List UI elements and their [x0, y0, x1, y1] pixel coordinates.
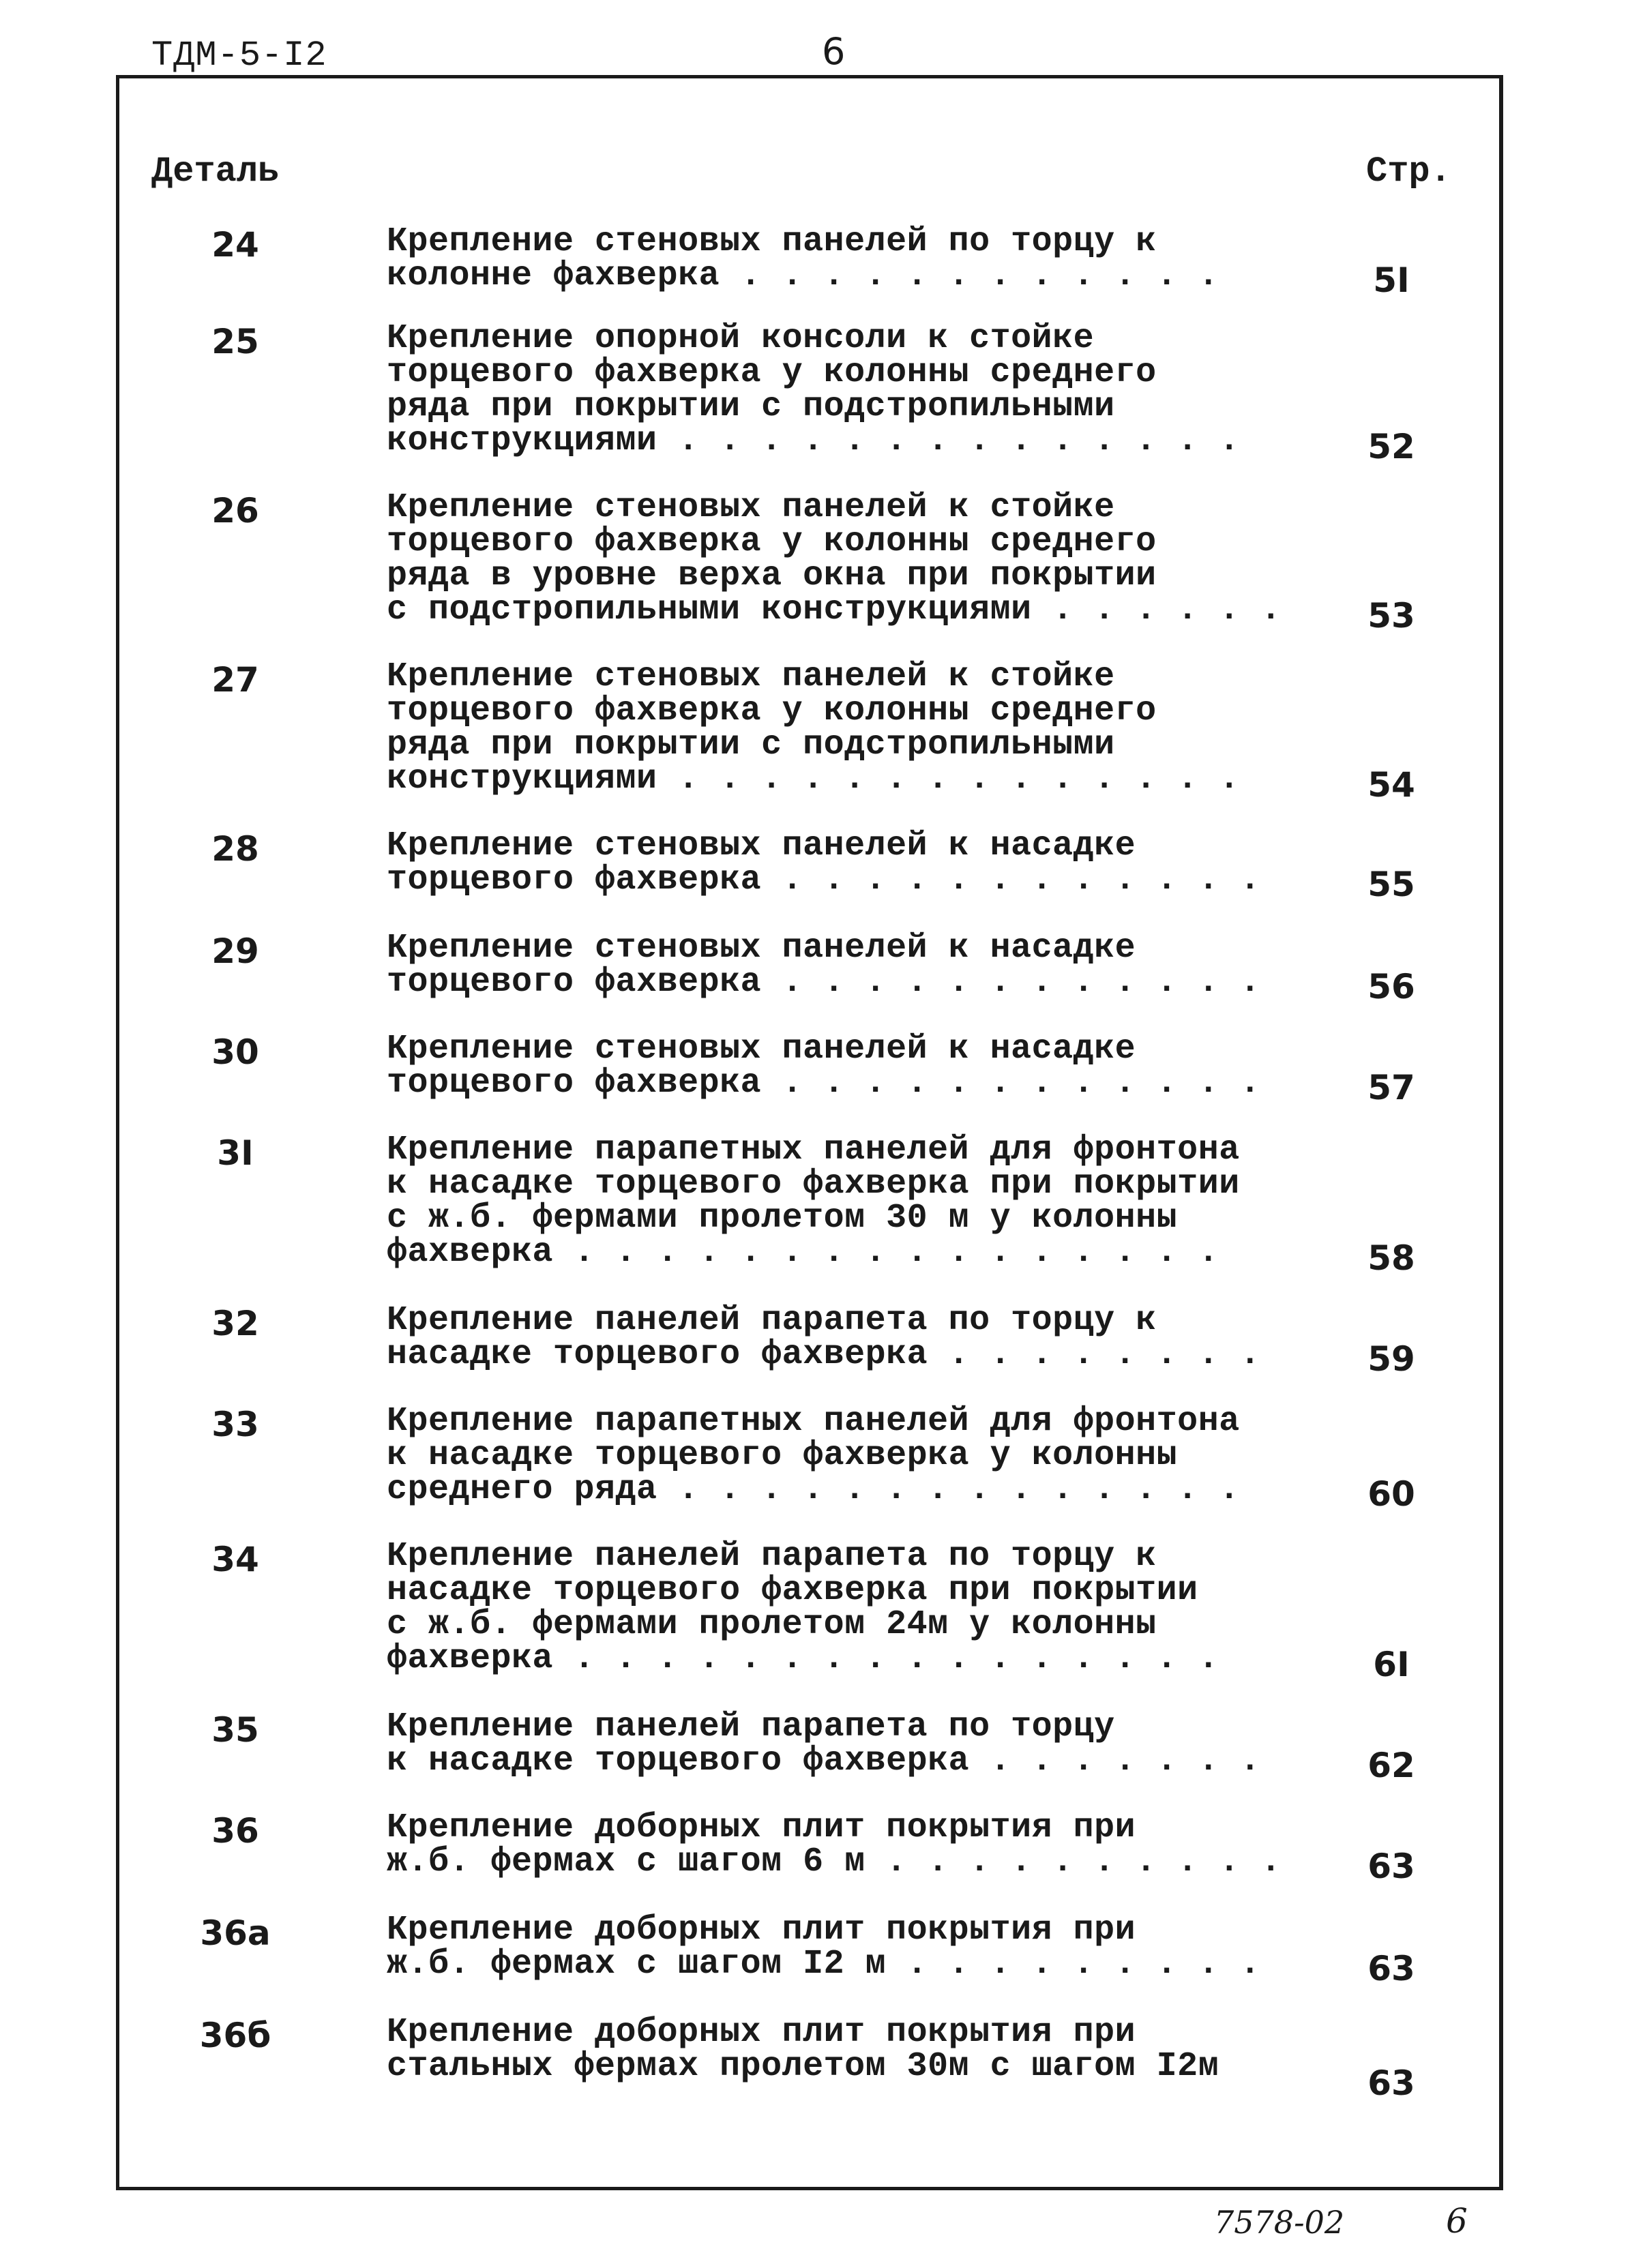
archive-stamp-code: 7578-02 — [1214, 2204, 1345, 2241]
entry-title: Крепление парапетных панелей для фронтона к насадке торцевого фахверка у колонны среднего ряда . . . . . . . . . . . . . . — [387, 1402, 1240, 1509]
entry-number: 27 — [211, 660, 259, 700]
entry-title: Крепление стеновых панелей по торцу к колонне фахверка . . . . . . . . . . . . — [387, 222, 1219, 295]
entry-title: Крепление стеновых панелей к насадке торцевого фахверка . . . . . . . . . . . . — [387, 929, 1261, 1002]
entry-title: Крепление парапетных панелей для фронтона к насадке торцевого фахверка при покрытии с ж.б. фермами пролетом 30 м у колонны фахверка . . . . . . . . . . . . . . . . — [387, 1131, 1240, 1272]
entry-number: 25 — [211, 322, 259, 361]
entry-number: 29 — [211, 931, 259, 971]
entry-page: 52 — [1367, 427, 1415, 466]
entry-title: Крепление стеновых панелей к стойке торцевого фахверка у колонны среднего ряда в уровне верха окна при покрытии с подстропильными конструкциями . . . . . . — [387, 488, 1282, 629]
entry-number: 3I — [217, 1133, 254, 1173]
entry-number: 36 — [211, 1811, 259, 1851]
entry-title: Крепление стеновых панелей к насадке торцевого фахверка . . . . . . . . . . . . — [387, 1030, 1261, 1103]
column-header-detail: Деталь — [151, 151, 280, 192]
entry-title: Крепление панелей парапета по торцу к насадке торцевого фахверка . . . . . . . — [387, 1707, 1261, 1780]
entry-page: 63 — [1367, 1847, 1415, 1886]
entry-number: 36а — [200, 1913, 271, 1953]
entry-title: Крепление опорной консоли к стойке торцевого фахверка у колонны среднего ряда при покрытии с подстропильными конструкциями . . . . . . . . . . . . . . — [387, 319, 1240, 460]
entry-number: 24 — [211, 225, 259, 265]
entry-title: Крепление доборных плит покрытия при ж.б. фермах с шагом I2 м . . . . . . . . . — [387, 1911, 1261, 1984]
entry-title: Крепление доборных плит покрытия при ж.б. фермах с шагом 6 м . . . . . . . . . . — [387, 1808, 1282, 1881]
entry-page: 60 — [1367, 1474, 1415, 1514]
document-code: ТДМ-5-I2 — [151, 35, 327, 76]
entry-page: 5I — [1373, 260, 1410, 300]
entry-number: 35 — [211, 1710, 259, 1750]
column-header-page: Стр. — [1366, 151, 1451, 192]
entry-number: 26 — [211, 491, 259, 531]
entry-page: 62 — [1367, 1746, 1415, 1785]
entry-number: 34 — [211, 1540, 259, 1579]
entry-number: 32 — [211, 1304, 259, 1343]
entry-page: 53 — [1367, 596, 1415, 636]
archive-stamp-page: 6 — [1446, 2201, 1468, 2241]
entry-title: Крепление стеновых панелей к насадке торцевого фахверка . . . . . . . . . . . . — [387, 826, 1261, 899]
entry-title: Крепление доборных плит покрытия при стальных фермах пролетом 30м с шагом I2м — [387, 2013, 1219, 2086]
entry-title: Крепление панелей парапета по торцу к насадке торцевого фахверка при покрытии с ж.б. фермами пролетом 24м у колонны фахверка . . . . . . . . . . . . . . . . — [387, 1537, 1219, 1678]
entry-title: Крепление панелей парапета по торцу к насадке торцевого фахверка . . . . . . . . — [387, 1301, 1261, 1374]
entry-number: 30 — [211, 1032, 259, 1072]
entry-page: 54 — [1367, 765, 1415, 805]
entry-page: 56 — [1367, 967, 1415, 1006]
entry-page: 57 — [1367, 1068, 1415, 1107]
entry-number: 36б — [199, 2016, 271, 2055]
entry-page: 63 — [1367, 2063, 1415, 2103]
entry-page: 6I — [1373, 1645, 1410, 1684]
entry-page: 55 — [1367, 865, 1415, 904]
entry-number: 28 — [211, 829, 259, 869]
entry-page: 63 — [1367, 1949, 1415, 1988]
entry-page: 58 — [1367, 1238, 1415, 1278]
entry-title: Крепление стеновых панелей к стойке торцевого фахверка у колонны среднего ряда при покрытии с подстропильными конструкциями . . . . . . . . . . . . . . — [387, 657, 1240, 799]
page-number: 6 — [822, 30, 846, 73]
entry-number: 33 — [211, 1405, 259, 1444]
entry-page: 59 — [1367, 1339, 1415, 1379]
